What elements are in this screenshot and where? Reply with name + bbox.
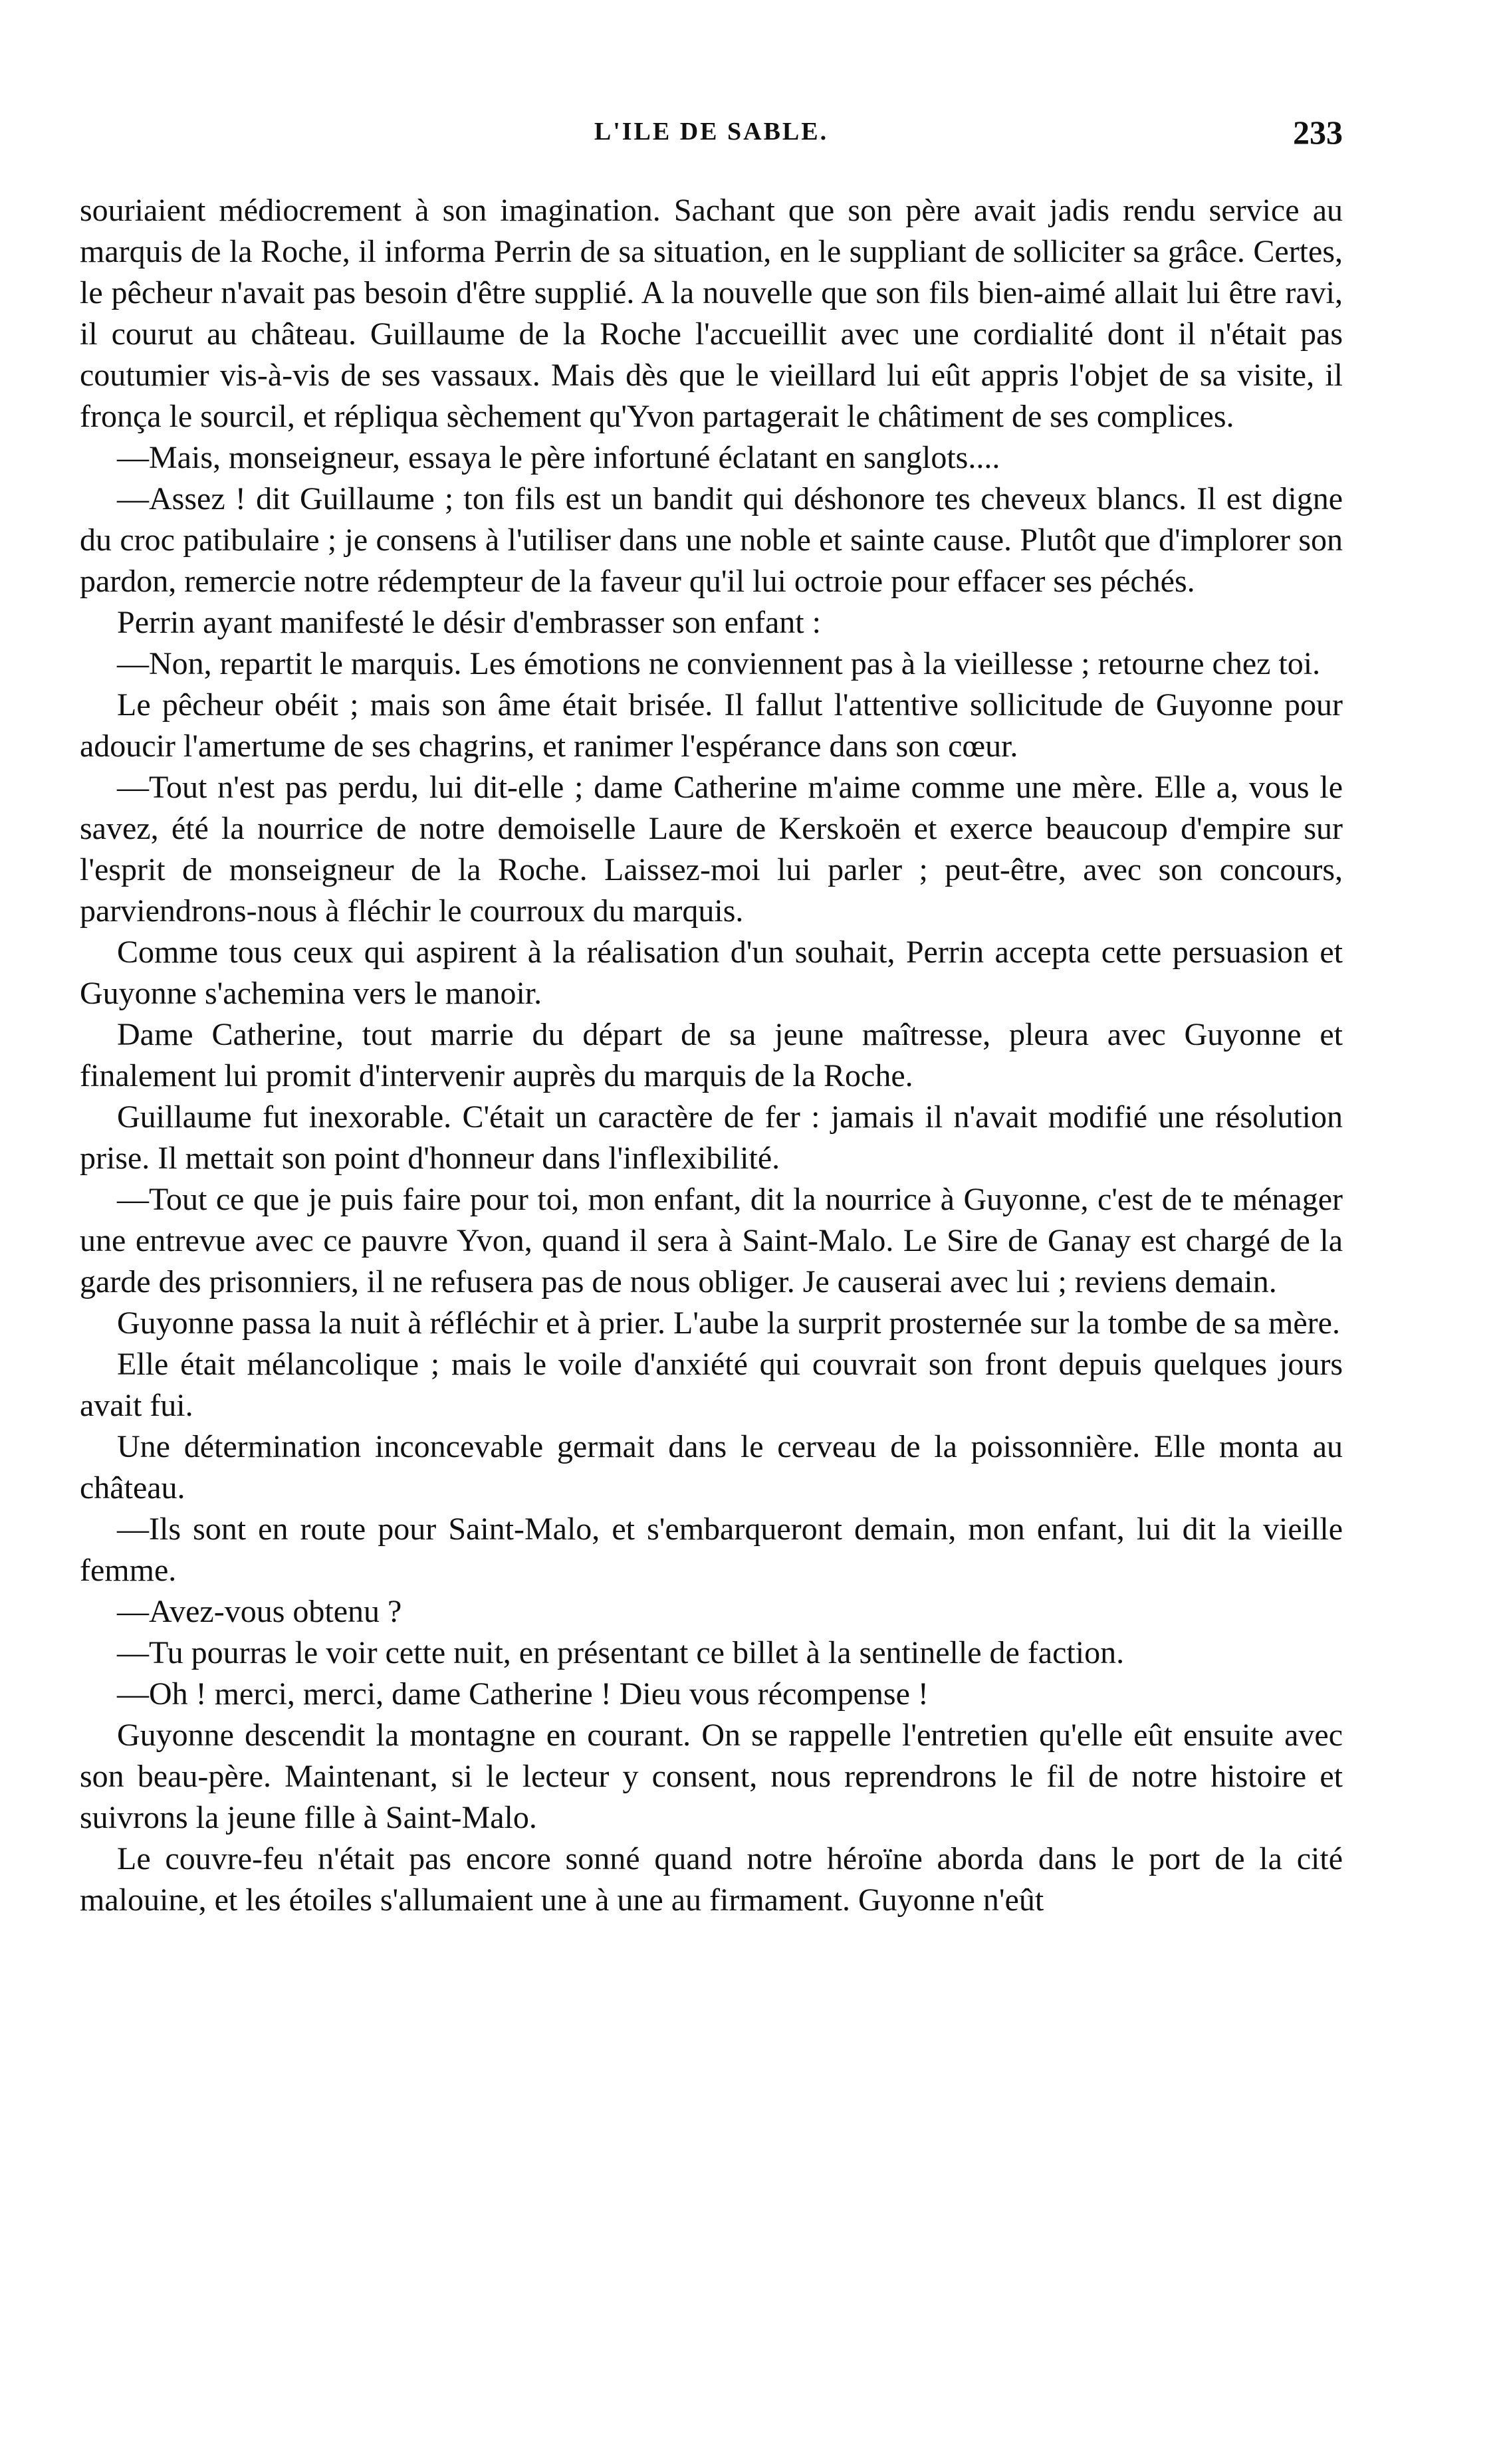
- paragraph-15: —Ils sont en route pour Saint-Malo, et s'embarqueront demain, mon enfant, lui dit la vieille femme.: [80, 1512, 1343, 1588]
- paragraph-10: Guillaume fut inexorable. C'était un caractère de fer : jamais il n'avait modifié une résolution prise. Il mettait son point d'honneur dans l'inflexibilité.: [80, 1099, 1343, 1176]
- paragraph-13: Elle était mélancolique ; mais le voile d'anxiété qui couvrait son front depuis quelques jours avait fui.: [80, 1347, 1343, 1423]
- paragraph-4: Perrin ayant manifesté le désir d'embrasser son enfant :: [117, 605, 821, 640]
- paragraph-3: —Assez ! dit Guillaume ; ton fils est un bandit qui déshonore tes cheveux blancs. Il est digne du croc patibulaire ; je consens à l'utiliser dans une noble et sainte cause. Plutôt que d'implorer son pardon, remercie notre rédempteur de la faveur qu'il lui octroie pour effacer ses péchés.: [80, 481, 1343, 599]
- paragraph-8: Comme tous ceux qui aspirent à la réalisation d'un souhait, Perrin accepta cette persuasion et Guyonne s'achemina vers le manoir.: [80, 935, 1343, 1011]
- paragraph-16: —Avez-vous obtenu ?: [117, 1594, 402, 1629]
- paragraph-19: Guyonne descendit la montagne en courant. On se rappelle l'entretien qu'elle eût ensuite avec son beau-père. Maintenant, si le lecteur y consent, nous reprendrons le fil de notre histoire et suivrons la jeune fille à Saint-Malo.: [80, 1718, 1343, 1835]
- paragraph-12: Guyonne passa la nuit à réfléchir et à prier. L'aube la surprit prosternée sur la tombe de sa mère.: [117, 1305, 1340, 1341]
- paragraph-2: —Mais, monseigneur, essaya le père infortuné éclatant en sanglots....: [117, 440, 1000, 475]
- paragraph-17: —Tu pourras le voir cette nuit, en présentant ce billet à la sentinelle de faction.: [117, 1635, 1125, 1670]
- paragraph-14: Une détermination inconcevable germait dans le cerveau de la poissonnière. Elle monta au château.: [80, 1429, 1343, 1506]
- paragraph-20: Le couvre-feu n'était pas encore sonné quand notre héroïne aborda dans le port de la cité malouine, et les étoiles s'allumaient une à une au firmament. Guyonne n'eût: [80, 1841, 1343, 1918]
- running-title: L'ILE DE SABLE.: [594, 118, 829, 146]
- page-number: 233: [1293, 114, 1343, 151]
- paragraph-6: Le pêcheur obéit ; mais son âme était brisée. Il fallut l'attentive sollicitude de Guyonne pour adoucir l'amertume de ses chagrins, et ranimer l'espérance dans son cœur.: [80, 687, 1343, 764]
- book-page: [80, 114, 1343, 2430]
- paragraph-1: souriaient médiocrement à son imagination. Sachant que son père avait jadis rendu service au marquis de la Roche, il informa Perrin de sa situation, en le suppliant de solliciter sa grâce. Certes, le pêcheur n'avait pas besoin d'être supplié. A la nouvelle que son fils bien-aimé allait lui être ravi, il courut au château. Guillaume de la Roche l'accueillit avec une cordialité dont il n'était pas coutumier vis-à-vis de ses vassaux. Mais dès que le vieillard lui eût appris l'objet de sa visite, il fronça le sourcil, et répliqua sèchement qu'Yvon partagerait le châtiment de ses complices.: [80, 193, 1343, 434]
- paragraph-11: —Tout ce que je puis faire pour toi, mon enfant, dit la nourrice à Guyonne, c'est de te ménager une entrevue avec ce pauvre Yvon, quand il sera à Saint-Malo. Le Sire de Ganay est chargé de la garde des prisonniers, il ne refusera pas de nous obliger. Je causerai avec lui ; reviens demain.: [80, 1182, 1343, 1299]
- body-text: [80, 190, 1343, 1921]
- paragraph-5: —Non, repartit le marquis. Les émotions ne conviennent pas à la vieillesse ; retourne chez toi.: [117, 646, 1321, 681]
- paragraph-9: Dame Catherine, tout marrie du départ de sa jeune maîtresse, pleura avec Guyonne et finalement lui promit d'intervenir auprès du marquis de la Roche.: [80, 1017, 1343, 1093]
- paragraph-7: —Tout n'est pas perdu, lui dit-elle ; dame Catherine m'aime comme une mère. Elle a, vous le savez, été la nourrice de notre demoiselle Laure de Kerskoën et exerce beaucoup d'empire sur l'esprit de monseigneur de la Roche. Laissez-moi lui parler ; peut-être, avec son concours, parviendrons-nous à fléchir le courroux du marquis.: [80, 770, 1343, 929]
- running-head: [80, 114, 1343, 164]
- paragraph-18: —Oh ! merci, merci, dame Catherine ! Dieu vous récompense !: [117, 1676, 929, 1712]
